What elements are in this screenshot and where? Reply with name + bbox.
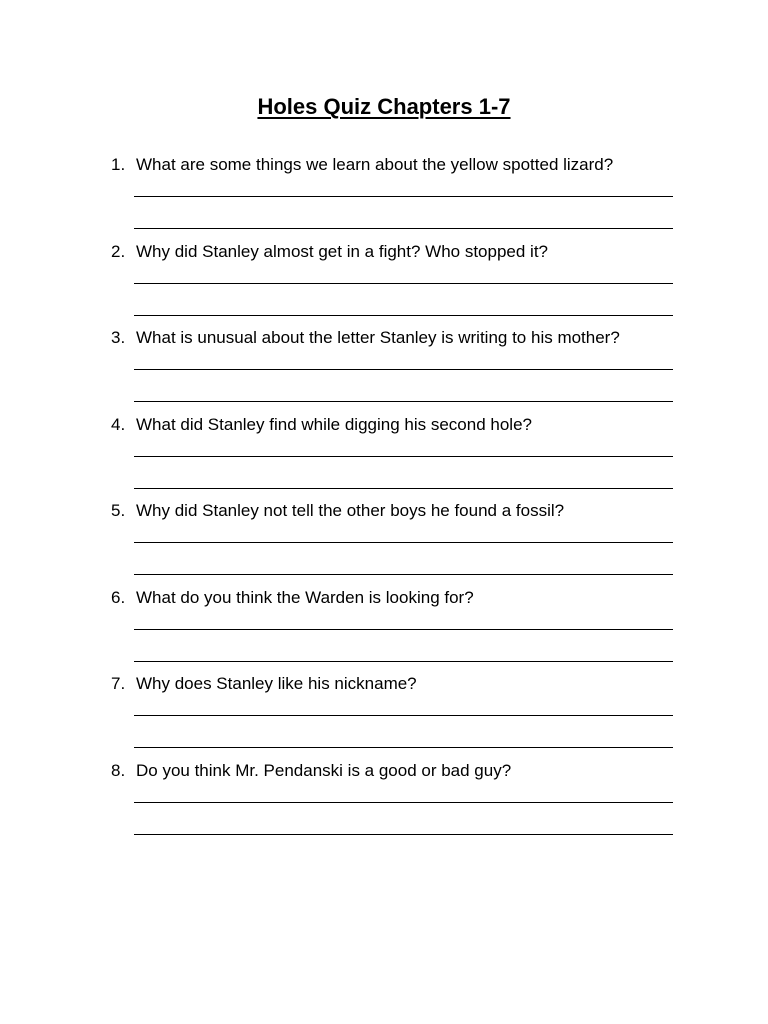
- question-text: What are some things we learn about the yellow spotted lizard?: [136, 155, 614, 174]
- answer-line[interactable]: [134, 488, 673, 489]
- question-item: [0, 327, 768, 414]
- question-text: What is unusual about the letter Stanley is writing to his mother?: [136, 328, 620, 347]
- answer-line[interactable]: [134, 196, 673, 197]
- question-item: [0, 154, 768, 241]
- question-text: Why does Stanley like his nickname?: [136, 674, 417, 693]
- question-text: Why did Stanley almost get in a fight? Who stopped it?: [136, 241, 549, 261]
- question-item: [0, 673, 768, 760]
- answer-line[interactable]: [134, 629, 673, 630]
- answer-line[interactable]: [134, 401, 673, 402]
- quiz-title: [0, 94, 768, 120]
- question-text: What do you think the Warden is looking for?: [136, 587, 474, 607]
- question-item: [0, 760, 768, 847]
- answer-line[interactable]: [134, 747, 673, 748]
- question-item: [0, 241, 768, 328]
- question-number: 7.: [111, 674, 126, 693]
- answer-line[interactable]: [134, 283, 673, 284]
- answer-line[interactable]: [134, 802, 673, 803]
- question-number: 8.: [111, 760, 126, 780]
- answer-line[interactable]: [134, 542, 673, 543]
- answer-line[interactable]: [134, 456, 673, 457]
- answer-line[interactable]: [134, 315, 673, 316]
- question-number: 2.: [111, 241, 126, 261]
- answer-line[interactable]: [134, 661, 673, 662]
- answer-line[interactable]: [134, 574, 673, 575]
- question-number: 4.: [111, 414, 126, 434]
- question-item: [0, 500, 768, 587]
- question-number: 3.: [111, 328, 126, 347]
- question-list: [0, 154, 768, 846]
- question-text: Why did Stanley not tell the other boys he found a fossil?: [136, 501, 565, 520]
- question-number: 1.: [111, 155, 126, 174]
- answer-line[interactable]: [134, 369, 673, 370]
- question-item: [0, 414, 768, 501]
- question-text: What did Stanley find while digging his second hole?: [136, 414, 532, 434]
- answer-line[interactable]: [134, 834, 673, 835]
- quiz-title-text: Holes Quiz Chapters 1-7: [257, 94, 511, 119]
- question-text: Do you think Mr. Pendanski is a good or bad guy?: [136, 760, 512, 780]
- question-number: 5.: [111, 501, 126, 520]
- question-item: [0, 587, 768, 674]
- answer-line[interactable]: [134, 228, 673, 229]
- answer-line[interactable]: [134, 715, 673, 716]
- question-number: 6.: [111, 587, 126, 607]
